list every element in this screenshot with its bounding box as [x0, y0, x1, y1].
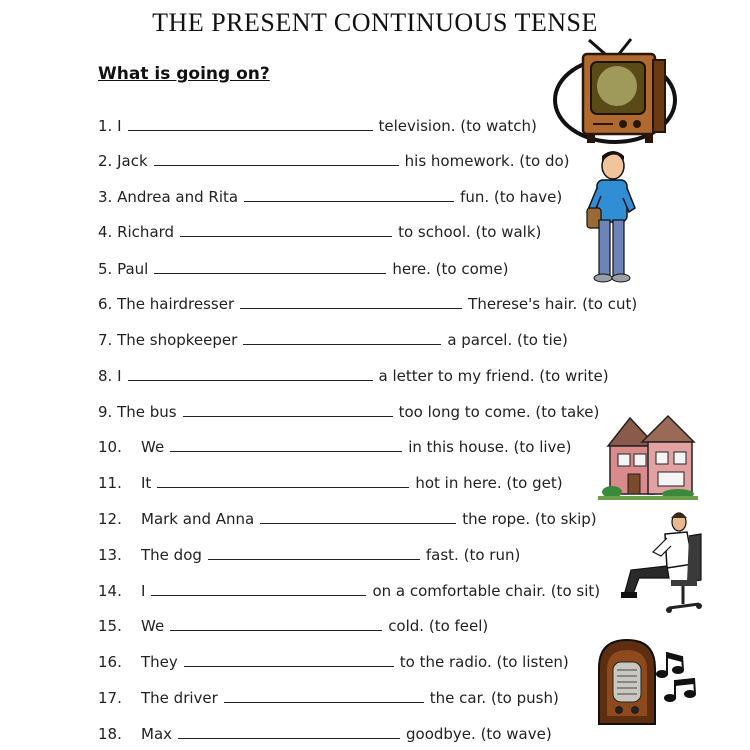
- exercise-rest: hot in here. (to get): [415, 474, 563, 492]
- exercise-number: 12.: [98, 510, 122, 528]
- exercise-rest: in this house. (to live): [408, 438, 572, 456]
- answer-blank[interactable]: [157, 486, 409, 488]
- exercise-subject: Max: [141, 725, 173, 743]
- answer-blank[interactable]: [170, 629, 382, 631]
- exercise-subject: It: [141, 474, 152, 492]
- exercise-rest: Therese's hair. (to cut): [468, 295, 638, 313]
- answer-blank[interactable]: [128, 129, 373, 131]
- answer-blank[interactable]: [243, 343, 441, 345]
- exercise-number: 17.: [98, 689, 122, 707]
- exercise-subject: The dog: [141, 546, 202, 564]
- page-title: THE PRESENT CONTINUOUS TENSE: [152, 8, 598, 37]
- exercise-rest: on a comfortable chair. (to sit): [372, 582, 601, 600]
- exercise-subject: Andrea and Rita: [117, 188, 239, 206]
- exercise-row: [98, 289, 637, 313]
- exercise-row: [98, 576, 600, 600]
- man-on-chair-icon: [617, 510, 705, 620]
- exercise-number: 5.: [98, 260, 113, 278]
- exercise-rest: his homework. (to do): [404, 152, 570, 170]
- exercise-rest: here. (to come): [392, 260, 509, 278]
- answer-blank[interactable]: [170, 450, 402, 452]
- exercise-subject: I: [117, 117, 122, 135]
- exercise-row: [98, 111, 537, 135]
- exercise-rest: too long to come. (to take): [398, 403, 600, 421]
- exercise-rest: fun. (to have): [460, 188, 563, 206]
- exercise-subject: The bus: [117, 403, 177, 421]
- exercise-rest: the car. (to push): [429, 689, 559, 707]
- exercise-subject: Richard: [117, 223, 175, 241]
- section-heading: What is going on?: [98, 64, 270, 84]
- exercise-row: [98, 719, 552, 743]
- exercise-subject: Mark and Anna: [141, 510, 255, 528]
- house-icon: [598, 412, 698, 500]
- exercise-number: 13.: [98, 546, 122, 564]
- exercise-row: [98, 217, 541, 241]
- exercise-number: 7.: [98, 331, 113, 349]
- exercise-rest: fast. (to run): [425, 546, 521, 564]
- exercise-row: [98, 432, 572, 456]
- exercise-row: [98, 504, 597, 528]
- exercise-row: [98, 182, 562, 206]
- answer-blank[interactable]: [240, 307, 462, 309]
- boy-icon: [583, 148, 641, 284]
- exercise-number: 14.: [98, 582, 122, 600]
- exercise-subject: We: [141, 617, 165, 635]
- exercise-row: [98, 361, 609, 385]
- exercise-subject: The hairdresser: [117, 295, 235, 313]
- exercise-row: [98, 146, 570, 170]
- exercise-number: 1.: [98, 117, 113, 135]
- exercise-subject: Paul: [117, 260, 149, 278]
- answer-blank[interactable]: [208, 558, 420, 560]
- exercise-rest: a letter to my friend. (to write): [378, 367, 609, 385]
- exercise-subject: The driver: [141, 689, 218, 707]
- answer-blank[interactable]: [224, 701, 424, 703]
- exercise-rest: a parcel. (to tie): [447, 331, 568, 349]
- answer-blank[interactable]: [154, 164, 399, 166]
- exercise-number: 6.: [98, 295, 113, 313]
- exercise-number: 8.: [98, 367, 113, 385]
- exercise-row: [98, 397, 599, 421]
- exercise-rest: cold. (to feel): [388, 617, 489, 635]
- exercise-rest: to the radio. (to listen): [399, 653, 569, 671]
- exercise-row: [98, 468, 563, 492]
- exercise-number: 4.: [98, 223, 113, 241]
- exercise-rest: the rope. (to skip): [462, 510, 597, 528]
- exercise-subject: The shopkeeper: [117, 331, 238, 349]
- exercise-number: 3.: [98, 188, 113, 206]
- exercise-number: 11.: [98, 474, 122, 492]
- answer-blank[interactable]: [128, 379, 373, 381]
- answer-blank[interactable]: [260, 522, 456, 524]
- answer-blank[interactable]: [154, 272, 386, 274]
- answer-blank[interactable]: [178, 737, 400, 739]
- answer-blank[interactable]: [184, 665, 394, 667]
- television-icon: [553, 38, 683, 146]
- answer-blank[interactable]: [180, 235, 392, 237]
- radio-icon: [593, 638, 661, 728]
- exercise-number: 16.: [98, 653, 122, 671]
- exercise-rest: to school. (to walk): [398, 223, 542, 241]
- exercise-number: 2.: [98, 152, 113, 170]
- exercise-number: 10.: [98, 438, 122, 456]
- exercise-number: 15.: [98, 617, 122, 635]
- exercise-subject: Jack: [117, 152, 148, 170]
- exercise-rest: television. (to watch): [378, 117, 537, 135]
- exercise-row: [98, 540, 520, 564]
- answer-blank[interactable]: [151, 594, 366, 596]
- exercise-rest: goodbye. (to wave): [406, 725, 552, 743]
- exercise-row: [98, 254, 508, 278]
- exercise-number: 9.: [98, 403, 113, 421]
- music-notes-icon: [654, 648, 702, 704]
- exercise-row: [98, 647, 569, 671]
- exercise-subject: We: [141, 438, 165, 456]
- answer-blank[interactable]: [244, 200, 454, 202]
- exercise-row: [98, 325, 568, 349]
- exercise-row: [98, 611, 488, 635]
- exercise-row: [98, 683, 559, 707]
- exercise-subject: They: [141, 653, 178, 671]
- exercise-number: 18.: [98, 725, 122, 743]
- answer-blank[interactable]: [183, 415, 393, 417]
- exercise-subject: I: [141, 582, 146, 600]
- exercise-subject: I: [117, 367, 122, 385]
